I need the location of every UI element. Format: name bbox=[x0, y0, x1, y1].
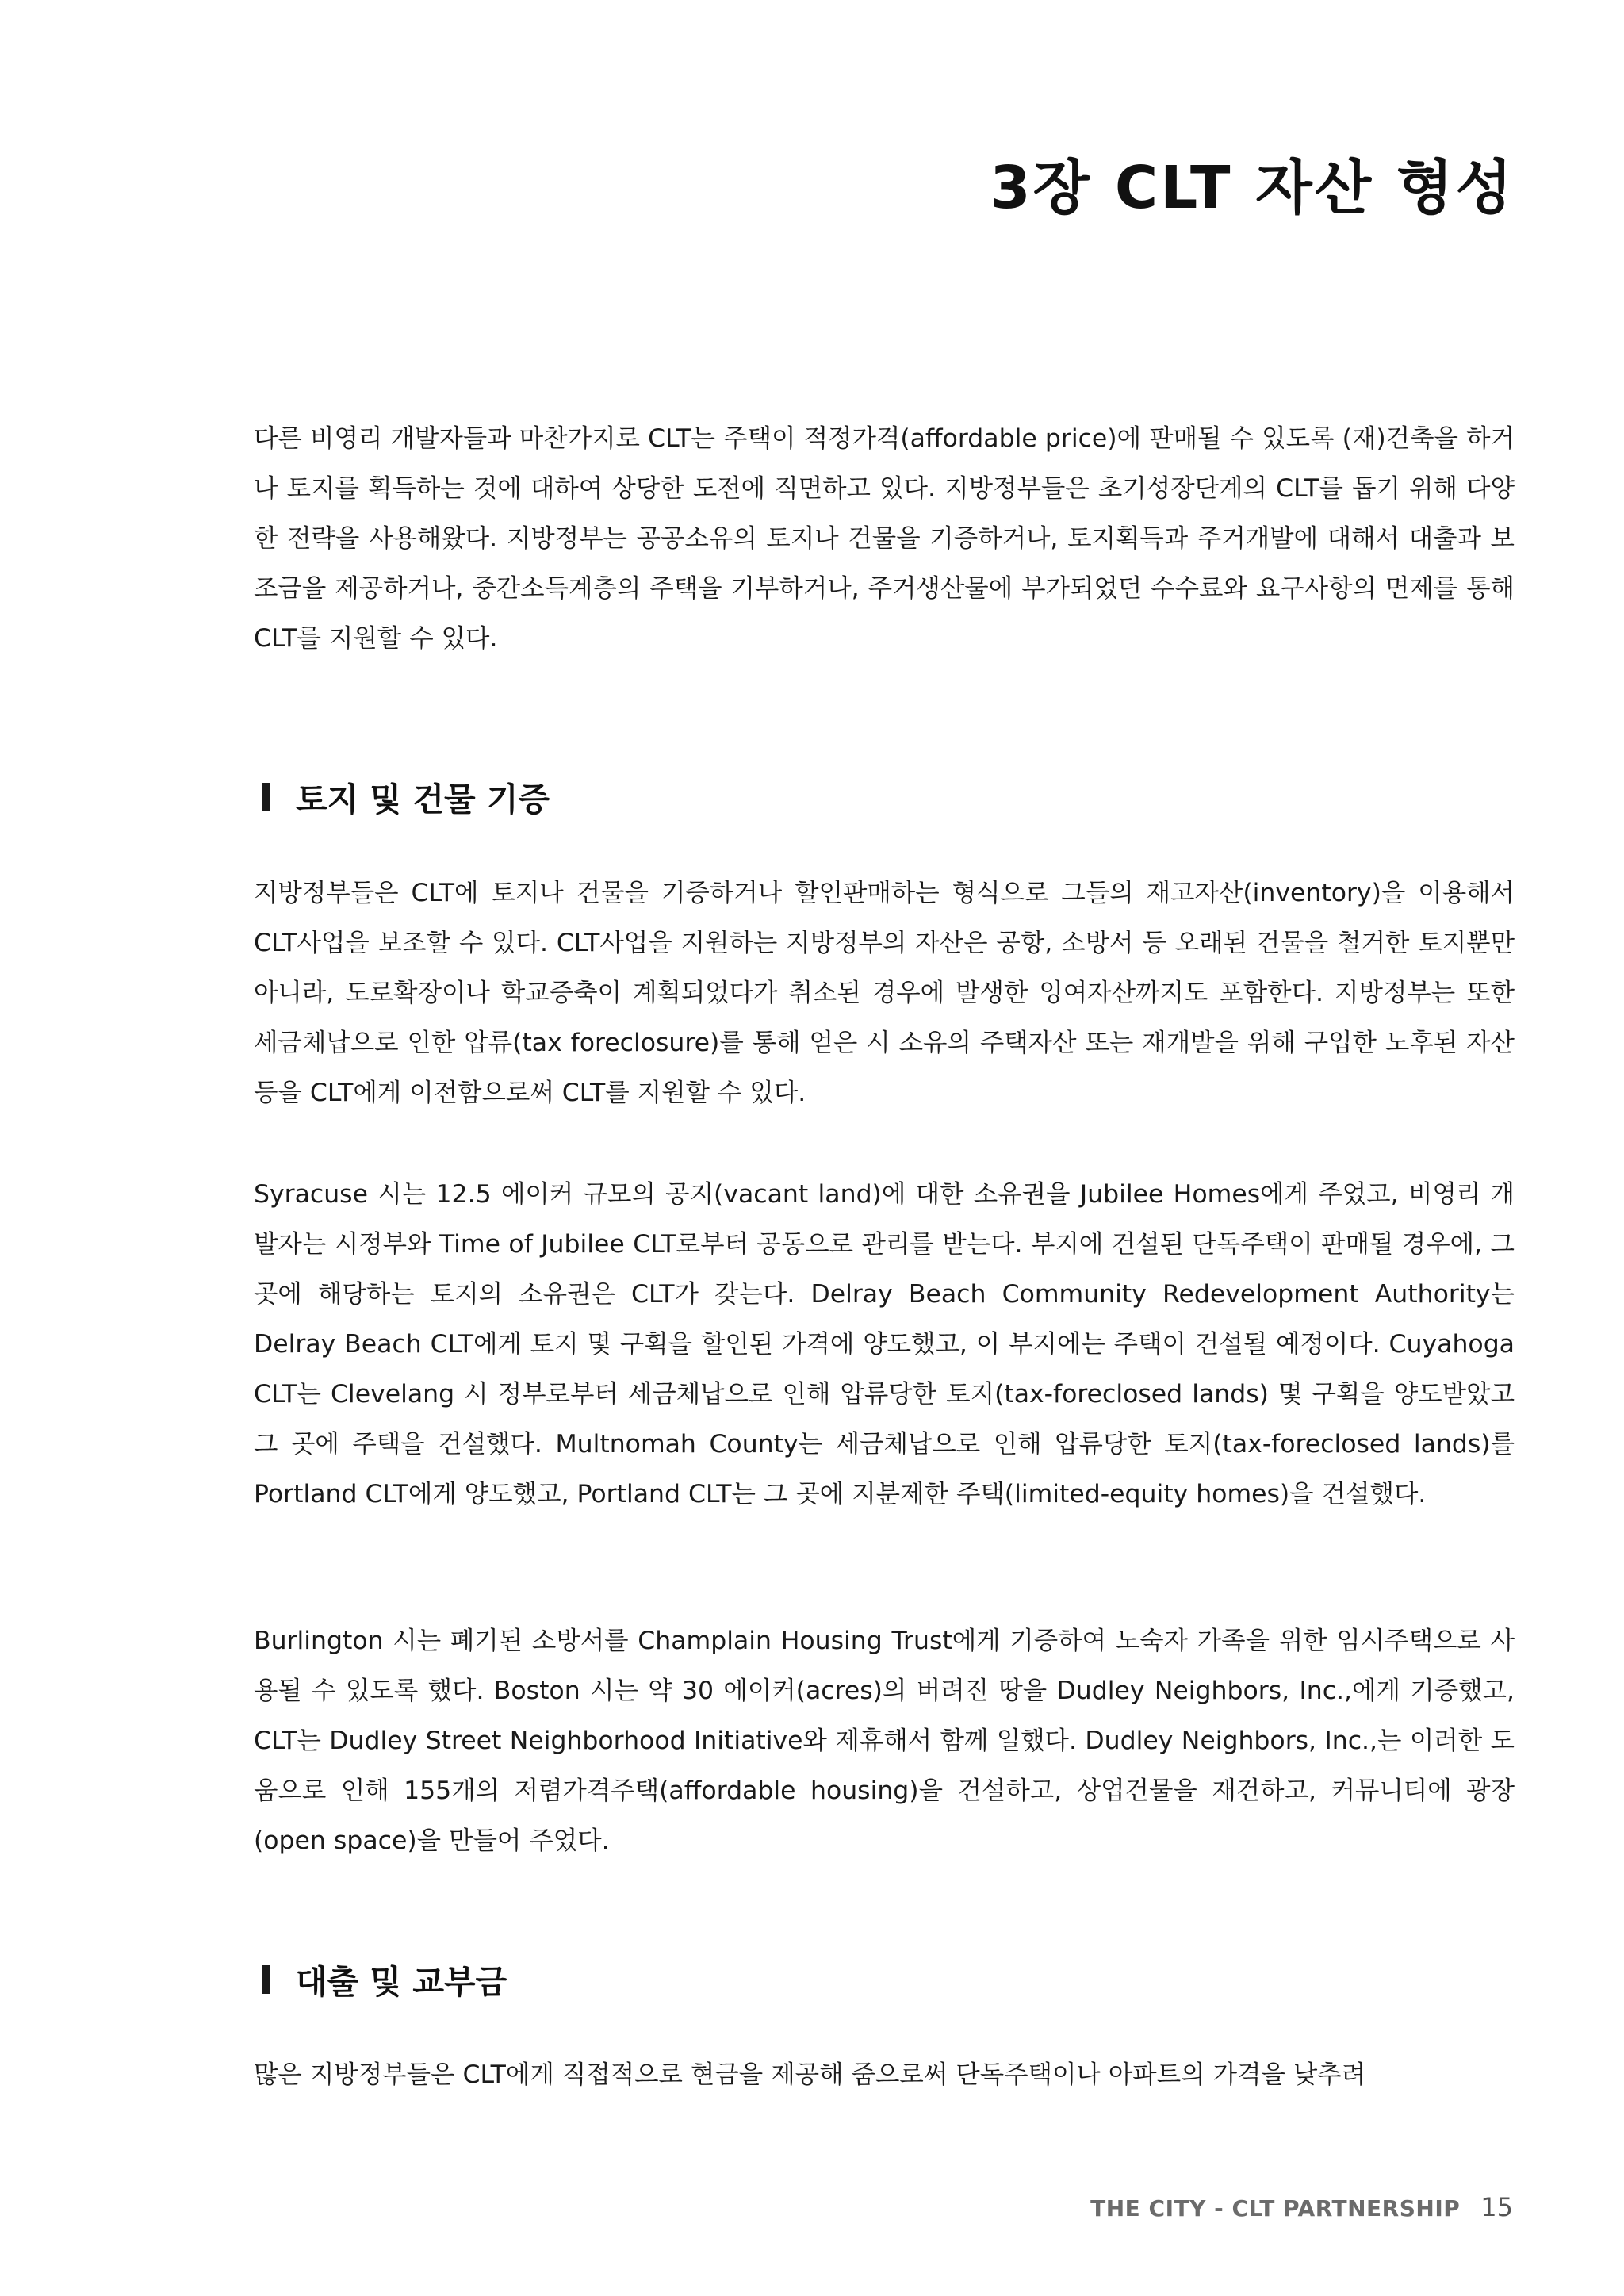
page-number: 15 bbox=[1480, 2192, 1513, 2222]
body-paragraph: 많은 지방정부들은 CLT에게 직접적으로 현금을 제공해 줌으로써 단독주택이나 아파트의 가격을 낮추려 bbox=[254, 2060, 1366, 2089]
section-heading-text: 대출 및 교부금 bbox=[296, 1963, 508, 2001]
section-marker-icon bbox=[262, 783, 270, 811]
body-paragraph: Syracuse 시는 12.5 에이커 규모의 공지(vacant land)에 대한 소유권을 Jubilee Homes에게 주었고, 비영리 개발자는 시정부와 Time of Jubilee CLT로부터 공동으로 관리를 받는다. 부지에 건설된 단독주택이 판매될 경우에, 그 곳에 해당하는 토지의 소유권은 CLT가 갖는다. Delray Beach Community Redevelopment Authority는 Delray Beach CLT에게 토지 몇 구획을 할인된 가격에 양도했고, 이 부지에는 주택이 건설될 예정이다. Cuyahoga CLT는 Clevelang 시 정부로부터 세금체납으로 인해 압류당한 토지(tax-foreclosed lands) 몇 구획을 양도받았고 그 곳에 주택을 건설했다. Multnomah County는 세금체납으로 인해 압류당한 토지(tax-foreclosed lands)를 Portland CLT에게 양도했고, Portland CLT는 그 곳에 지분제한 주택(limited-equity homes)을 건설했다. bbox=[254, 1180, 1515, 1508]
running-title: THE CITY - CLT PARTNERSHIP bbox=[1090, 2195, 1461, 2221]
body-paragraph: 지방정부들은 CLT에 토지나 건물을 기증하거나 할인판매하는 형식으로 그들의 재고자산(inventory)을 이용해서 CLT사업을 보조할 수 있다. CLT사업을 지원하는 지방정부의 자산은 공항, 소방서 등 오래된 건물을 철거한 토지뿐만 아니라, 도로확장이나 학교증축이 계획되었다가 취소된 경우에 발생한 잉여자산까지도 포함한다. 지방정부는 또한 세금체납으로 인한 압류(tax foreclosure)를 통해 얻은 시 소유의 주택자산 또는 재개발을 위해 구입한 노후된 자산 등을 CLT에게 이전함으로써 CLT를 지원할 수 있다. bbox=[254, 879, 1515, 1107]
intro-paragraph: 다른 비영리 개발자들과 마찬가지로 CLT는 주택이 적정가격(affordable price)에 판매될 수 있도록 (재)건축을 하거나 토지를 획득하는 것에 대하여 상당한 도전에 직면하고 있다. 지방정부들은 초기성장단계의 CLT를 돕기 위해 다양한 전략을 사용해왔다. 지방정부는 공공소유의 토지나 건물을 기증하거나, 토지획득과 주거개발에 대해서 대출과 보조금을 제공하거나, 중간소득계층의 주택을 기부하거나, 주거생산물에 부가되었던 수수료와 요구사항의 면제를 통해 CLT를 지원할 수 있다. bbox=[254, 424, 1515, 653]
section-heading-loans-grants bbox=[254, 1956, 507, 2003]
section-heading-land-building-donation bbox=[254, 773, 550, 820]
page-footer bbox=[1090, 2192, 1513, 2222]
section-marker-icon bbox=[262, 1965, 270, 1994]
body-paragraph: Burlington 시는 폐기된 소방서를 Champlain Housing Trust에게 기증하여 노숙자 가족을 위한 임시주택으로 사용될 수 있도록 했다. Boston 시는 약 30 에이커(acres)의 버려진 땅을 Dudley Neighbors, Inc.,에게 기증했고, CLT는 Dudley Street Neighborhood Initiative와 제휴해서 함께 일했다. Dudley Neighbors, Inc.,는 이러한 도움으로 인해 155개의 저렴가격주택(affordable housing)을 건설하고, 상업건물을 재건하고, 커뮤니티에 광장(open space)을 만들어 주었다. bbox=[254, 1627, 1515, 1855]
page-title: 3장 CLT 자산 형성 bbox=[990, 154, 1515, 222]
section-heading-text: 토지 및 건물 기증 bbox=[296, 780, 550, 818]
